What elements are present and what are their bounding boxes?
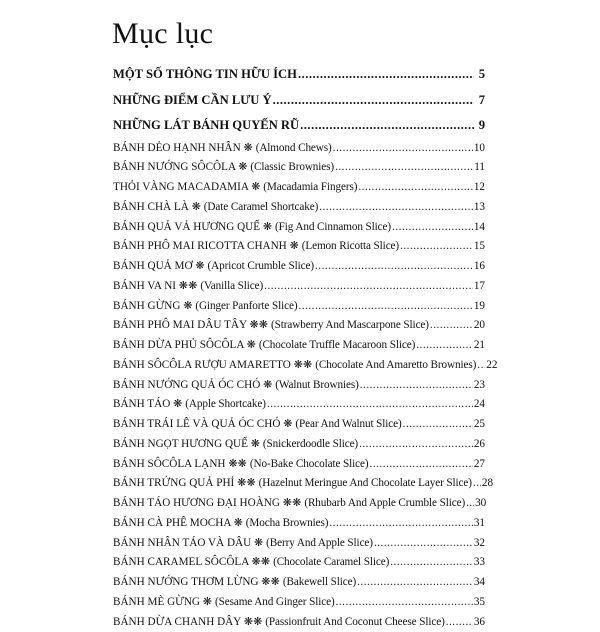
toc-recipe-entry	[113, 395, 485, 415]
toc-entry-label	[113, 356, 476, 376]
difficulty-star-icon: ❋	[234, 517, 243, 529]
toc-entry-english-name: (Walnut Brownies)	[275, 379, 358, 391]
dot-leader	[370, 455, 473, 475]
toc-entry-label	[113, 336, 415, 356]
toc-entry-label	[113, 376, 359, 396]
toc-entry-english-name: (Chocolate And Amaretto Brownies)	[315, 359, 476, 371]
dot-leader	[315, 257, 473, 277]
toc-entry-title: BÁNH SÔCÔLA RƯỢU AMARETTO	[113, 359, 291, 371]
toc-entry-english-name: (Ginger Panforte Slice)	[195, 300, 297, 312]
toc-entry-title: NHỮNG LÁT BÁNH QUYẾN RŨ	[113, 118, 299, 132]
difficulty-star-icon: ❋❋	[283, 497, 302, 509]
toc-entry-title: BÁNH PHÔ MAI RICOTTA CHANH	[113, 240, 287, 252]
toc-entry-label	[113, 613, 445, 632]
toc-entry-label	[113, 553, 389, 573]
toc-recipe-entry	[113, 435, 485, 455]
toc-entry-title: BÁNH CARAMEL SÔCÔLA	[113, 556, 249, 568]
toc-entry-label	[113, 297, 297, 317]
toc-page-number: 22	[486, 356, 497, 376]
dot-leader	[446, 613, 473, 632]
dot-leader	[329, 514, 472, 534]
dot-leader	[360, 376, 473, 396]
toc-recipe-entry	[113, 356, 485, 376]
toc-page-number: 30	[475, 494, 486, 514]
dot-leader	[319, 198, 473, 218]
difficulty-star-icon: ❋	[290, 240, 299, 252]
toc-recipe-entry	[113, 573, 485, 593]
toc-page-number: 31	[474, 514, 485, 534]
toc-entry-label	[113, 198, 318, 218]
dot-leader	[358, 178, 472, 198]
toc-entry-english-name: (Date Caramel Shortcake)	[204, 201, 318, 213]
toc-entry-title: BÁNH PHÔ MAI DÂU TÂY	[113, 319, 247, 331]
toc-entry-english-name: (Chocolate Caramel Slice)	[273, 556, 389, 568]
toc-entry-label	[113, 593, 335, 613]
toc-entry-label	[113, 573, 356, 593]
toc-recipe-entry	[113, 336, 485, 356]
toc-section-entry	[113, 62, 485, 88]
difficulty-star-icon: ❋❋	[249, 319, 268, 331]
difficulty-star-icon: ❋❋	[244, 616, 263, 628]
toc-entry-title: BÁNH DỪA CHANH DÂY	[113, 616, 241, 628]
toc-entry-label	[113, 88, 272, 114]
toc-page-number: 27	[474, 455, 485, 475]
toc-entry-label	[113, 113, 299, 139]
toc-section-entry	[113, 113, 485, 139]
toc-entry-title: BÁNH TÁO HƯƠNG ĐẠI HOÀNG	[113, 497, 280, 509]
toc-entry-label	[113, 277, 263, 297]
toc-page-number: 28	[482, 474, 493, 494]
toc-recipe-entry	[113, 494, 485, 514]
dot-leader	[300, 113, 474, 139]
toc-recipe-entry	[113, 553, 485, 573]
difficulty-star-icon: ❋❋	[228, 458, 247, 470]
toc-entry-title: BÁNH QUẢ MƠ	[113, 260, 193, 272]
toc-page-number: 23	[474, 376, 485, 396]
difficulty-star-icon: ❋	[203, 596, 212, 608]
toc-page-number: 21	[474, 336, 485, 356]
toc-recipe-entry	[113, 593, 485, 613]
toc-recipe-entry	[113, 237, 485, 257]
toc-entry-title: BÁNH DẺO HẠNH NHÂN	[113, 142, 241, 154]
toc-entry-title: BÁNH TRỨNG QUẢ PHỈ	[113, 477, 234, 489]
dot-leader	[264, 277, 473, 297]
toc-entry-title: BÁNH NƯỚNG THƠM LỪNG	[113, 576, 259, 588]
difficulty-star-icon: ❋❋	[237, 477, 256, 489]
toc-page-number: 16	[474, 257, 485, 277]
toc-entry-english-name: (Pear And Walnut Slice)	[295, 418, 401, 430]
difficulty-star-icon: ❋	[238, 161, 247, 173]
toc-entry-label	[113, 62, 297, 88]
toc-page-number: 24	[474, 395, 485, 415]
toc-page-number: 35	[474, 593, 485, 613]
difficulty-star-icon: ❋	[251, 181, 260, 193]
toc-page-number: 26	[474, 435, 485, 455]
dot-leader	[374, 534, 473, 554]
toc-entry-english-name: (No-Bake Chocolate Slice)	[250, 458, 369, 470]
toc-page-number: 33	[474, 553, 485, 573]
toc-entry-label	[113, 178, 357, 198]
difficulty-star-icon: ❋	[263, 221, 272, 233]
toc-page-number: 11	[474, 158, 485, 178]
toc-entry-english-name: (Vanilla Slice)	[200, 280, 263, 292]
toc-section-entry	[113, 88, 485, 114]
toc-recipe-entry	[113, 376, 485, 396]
toc-recipe-entry	[113, 613, 485, 632]
toc-entry-label	[113, 455, 369, 475]
dot-leader	[416, 336, 473, 356]
difficulty-star-icon: ❋❋	[179, 280, 198, 292]
toc-recipe-entry	[113, 158, 485, 178]
dot-leader	[298, 62, 474, 88]
difficulty-star-icon: ❋	[254, 537, 263, 549]
toc-recipe-entry	[113, 534, 485, 554]
toc-entry-title: BÁNH DỪA PHỦ SÔCÔLA	[113, 339, 244, 351]
toc-recipe-entry	[113, 474, 485, 494]
dot-leader	[390, 553, 473, 573]
toc-entry-title: BÁNH NHÂN TÁO VÀ DÂU	[113, 537, 251, 549]
toc-recipe-entry	[113, 178, 485, 198]
dot-leader	[336, 593, 473, 613]
toc-entry-label	[113, 218, 391, 238]
dot-leader	[267, 395, 473, 415]
toc-entry-english-name: (Bakewell Slice)	[283, 576, 356, 588]
dot-leader	[400, 237, 473, 257]
toc-entry-english-name: (Chocolate Truffle Macaroon Slice)	[259, 339, 415, 351]
dot-leader	[473, 474, 481, 494]
difficulty-star-icon: ❋❋	[261, 576, 280, 588]
toc-recipe-entry	[113, 139, 485, 159]
toc-entry-title: NHỮNG ĐIỂM CẦN LƯU Ý	[113, 93, 272, 107]
toc-page-number: 36	[474, 613, 485, 632]
toc-recipe-entry	[113, 257, 485, 277]
toc-entry-title: THỎI VÀNG MACADAMIA	[113, 181, 248, 193]
dot-leader	[403, 415, 473, 435]
toc-entry-title: BÁNH MÈ GỪNG	[113, 596, 200, 608]
toc-entry-title: BÁNH CHÀ LÀ	[113, 201, 189, 213]
toc-entry-english-name: (Almond Chews)	[256, 142, 332, 154]
toc-page-number: 19	[474, 297, 485, 317]
toc-entry-label	[113, 474, 472, 494]
toc-entry-label	[113, 316, 429, 336]
toc-entry-label	[113, 257, 314, 277]
difficulty-star-icon: ❋	[195, 260, 204, 272]
toc-page-number: 13	[474, 198, 485, 218]
toc-entry-label	[113, 395, 266, 415]
toc-recipe-entry	[113, 277, 485, 297]
difficulty-star-icon: ❋	[247, 339, 256, 351]
toc-recipe-entry	[113, 198, 485, 218]
toc-entry-english-name: (Rhubarb And Apple Crumble Slice)	[304, 497, 465, 509]
toc-entry-label	[113, 435, 358, 455]
toc-page-number: 17	[474, 277, 485, 297]
difficulty-star-icon: ❋❋	[294, 359, 313, 371]
toc-recipe-entry	[113, 218, 485, 238]
toc-page-number: 32	[474, 534, 485, 554]
toc-entry-english-name: (Fig And Cinnamon Slice)	[275, 221, 391, 233]
toc-page-number: 34	[474, 573, 485, 593]
dot-leader	[335, 158, 473, 178]
toc-entry-label	[113, 237, 399, 257]
toc-entry-english-name: (Passionfruit And Coconut Cheese Slice)	[265, 616, 444, 628]
difficulty-star-icon: ❋	[173, 398, 182, 410]
toc-page-number: 9	[475, 113, 485, 139]
toc-entry-title: BÁNH QUẢ VẢ HƯƠNG QUẾ	[113, 221, 260, 233]
toc-entry-title: BÁNH SÔCÔLA LẠNH	[113, 458, 226, 470]
dot-leader	[359, 435, 473, 455]
toc-entry-title: BÁNH CÀ PHÊ MOCHA	[113, 517, 231, 529]
toc-page-number: 15	[474, 237, 485, 257]
toc-entry-title: BÁNH VA NI	[113, 280, 176, 292]
toc-entry-label	[113, 158, 334, 178]
toc-page-number: 7	[475, 88, 485, 114]
dot-leader	[333, 139, 473, 159]
toc-entry-english-name: (Apricot Crumble Slice)	[208, 260, 314, 272]
toc-entry-title: MỘT SỐ THÔNG TIN HỮU ÍCH	[113, 67, 297, 81]
toc-entry-label	[113, 415, 402, 435]
table-of-contents	[113, 62, 485, 632]
toc-page-number: 14	[474, 218, 485, 238]
toc-recipe-entry	[113, 455, 485, 475]
dot-leader	[430, 316, 473, 336]
dot-leader	[298, 297, 472, 317]
toc-recipe-entry	[113, 415, 485, 435]
dot-leader	[392, 218, 473, 238]
toc-entry-label	[113, 534, 373, 554]
toc-entry-title: BÁNH TÁO	[113, 398, 170, 410]
dot-leader	[273, 88, 474, 114]
toc-entry-english-name: (Apple Shortcake)	[185, 398, 266, 410]
toc-entry-english-name: (Lemon Ricotta Slice)	[302, 240, 399, 252]
toc-entry-english-name: (Hazelnut Meringue And Chocolate Layer Slice)	[259, 477, 472, 489]
toc-recipe-entry	[113, 514, 485, 534]
difficulty-star-icon: ❋	[283, 418, 292, 430]
toc-entry-title: BÁNH NƯỚNG SÔCÔLA	[113, 161, 235, 173]
toc-recipe-entry	[113, 297, 485, 317]
toc-entry-title: BÁNH GỪNG	[113, 300, 180, 312]
toc-entry-english-name: (Snickerdoodle Slice)	[263, 438, 358, 450]
difficulty-star-icon: ❋	[251, 438, 260, 450]
toc-entry-english-name: (Sesame And Ginger Slice)	[215, 596, 335, 608]
dot-leader	[357, 573, 473, 593]
page-title: Mục lục	[112, 14, 213, 54]
toc-page-number: 10	[474, 139, 485, 159]
toc-entry-english-name: (Classic Brownies)	[250, 161, 334, 173]
toc-page-number: 12	[474, 178, 485, 198]
toc-entry-title: BÁNH TRÁI LÊ VÀ QUẢ ÓC CHÓ	[113, 418, 280, 430]
toc-entry-title: BÁNH NƯỚNG QUẢ ÓC CHÓ	[113, 379, 260, 391]
toc-entry-english-name: (Mocha Brownies)	[246, 517, 329, 529]
difficulty-star-icon: ❋	[263, 379, 272, 391]
toc-entry-english-name: (Strawberry And Mascarpone Slice)	[271, 319, 429, 331]
toc-page-number: 5	[475, 62, 485, 88]
dot-leader	[477, 356, 485, 376]
difficulty-star-icon: ❋	[192, 201, 201, 213]
difficulty-star-icon: ❋	[244, 142, 253, 154]
dot-leader	[466, 494, 474, 514]
difficulty-star-icon: ❋	[183, 300, 192, 312]
toc-recipe-entry	[113, 316, 485, 336]
toc-page-number: 20	[474, 316, 485, 336]
toc-entry-english-name: (Berry And Apple Slice)	[266, 537, 373, 549]
toc-entry-title: BÁNH NGỌT HƯƠNG QUẾ	[113, 438, 248, 450]
toc-entry-label	[113, 514, 328, 534]
toc-entry-english-name: (Macadamia Fingers)	[263, 181, 357, 193]
toc-page-number: 25	[474, 415, 485, 435]
difficulty-star-icon: ❋❋	[252, 556, 271, 568]
toc-entry-label	[113, 494, 465, 514]
toc-entry-label	[113, 139, 332, 159]
